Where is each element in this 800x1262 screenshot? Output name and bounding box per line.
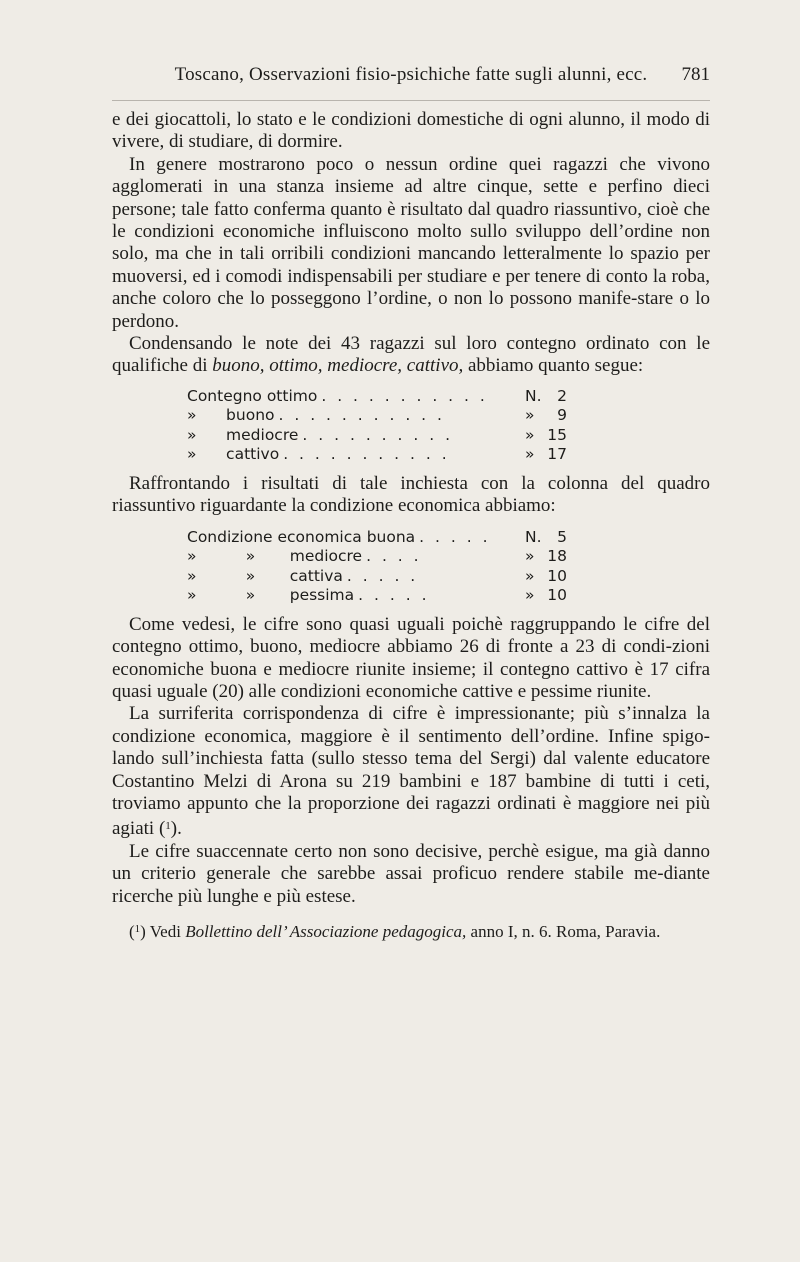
paragraph-3-qualifiers: buono, ottimo, mediocre, cattivo,	[212, 355, 464, 377]
row-value: 18	[547, 547, 567, 566]
row-mark: »	[525, 406, 535, 425]
contegno-table	[112, 387, 567, 465]
row-value: 9	[557, 406, 567, 425]
leader-dots: . . . . .	[346, 566, 419, 585]
running-header	[112, 64, 710, 90]
footnote: ($^1$) Vedi Bollettino dell’ Associazione pedagogica, anno I, n. 6. Roma, Paravia.	[129, 921, 661, 941]
row-label: Condizione economica buona	[187, 527, 416, 546]
row-mark: »	[525, 547, 535, 566]
footnote-prefix: Vedi	[149, 921, 186, 941]
paragraph-4: Raffrontando i risultati di tale inchiesta con la colonna del quadro riassuntivo riguardante la condizione economica abbiamo:	[112, 472, 710, 517]
row-value: 5	[557, 527, 567, 546]
leader-dots: . . . . .	[358, 586, 430, 605]
body-text	[112, 109, 710, 943]
leader-dots: . . . . . . . . . .	[302, 425, 454, 444]
table-row	[187, 445, 567, 465]
row-label: » buono	[187, 406, 275, 425]
table-row	[187, 426, 567, 446]
row-value: 10	[547, 566, 567, 585]
row-label: » mediocre	[187, 425, 299, 444]
footnote-suffix: anno I, n. 6. Roma, Paravia.	[466, 921, 661, 941]
row-value: 17	[547, 445, 567, 464]
leader-dots: . . . . . . . . . . .	[278, 406, 445, 425]
paragraph-7: Le cifre suaccennate certo non sono decisive, perchè esigue, ma già danno un criterio generale che sarebbe assai proficuo rendere stabile me-diante ricerche più lunghe e più estese.	[112, 840, 710, 907]
row-mark: N.	[525, 386, 542, 405]
row-mark: »	[525, 566, 535, 585]
leader-dots: . . . . . . . . . . .	[283, 445, 450, 464]
table-row	[187, 547, 567, 567]
paragraph-2: In genere mostrarono poco o nessun ordine quei ragazzi che vivono agglomerati in una stanza insieme ad altre cinque, sette e perfino dieci persone; tale fatto conferma quanto è risultato dal quadro riassuntivo, cioè che le condizioni economiche influiscono molto sullo sviluppo dell’ordine non solo, ma che in tali orribili condizioni mancando letteralmente lo spazio per muoversi, ed i comodi indispensabili per studiare e per tenere di conto la roba, anche coloro che lo posseggono l’ordine, o non lo possono manife-stare o lo perdono.	[112, 153, 710, 332]
paragraph-3-text-end: abbiamo quanto segue:	[463, 355, 644, 377]
table-row	[187, 406, 567, 426]
row-label: Contegno ottimo	[187, 386, 318, 405]
row-value: 10	[547, 586, 567, 605]
row-label: » » cattiva	[187, 566, 343, 585]
row-mark: »	[525, 445, 535, 464]
page-number: 781	[681, 64, 710, 85]
paragraph-3	[112, 333, 710, 378]
row-label: » cattivo	[187, 445, 280, 464]
row-value: 15	[547, 425, 567, 444]
table-row	[187, 387, 567, 407]
running-title: Toscano, Osservazioni fisio-psichiche fatte sugli alunni, ecc.	[174, 64, 648, 85]
condizione-table	[112, 528, 567, 606]
footnote-journal-title: Bollettino dell’ Associazione pedagogica,	[185, 921, 467, 941]
footnote-reference: 1	[165, 820, 171, 833]
row-mark: »	[525, 425, 535, 444]
footnote-marker: 1	[134, 922, 141, 935]
paragraph-6	[112, 703, 710, 840]
row-value: 2	[557, 386, 567, 405]
leader-dots: . . . . .	[419, 527, 491, 546]
row-mark: N.	[525, 527, 542, 546]
table-row	[187, 586, 567, 606]
paragraph-1: e dei giocattoli, lo stato e le condizioni domestiche di ogni alunno, il modo di vivere, di studiare, di dormire.	[112, 109, 710, 153]
row-label: » » pessima	[187, 586, 355, 605]
header-rule	[112, 100, 710, 101]
leader-dots: . . . . . . . . . . .	[321, 386, 488, 405]
row-mark: »	[525, 586, 535, 605]
table-row	[187, 528, 567, 548]
paragraph-6-text-end: ).	[170, 818, 182, 840]
paragraph-5: Come vedesi, le cifre sono quasi uguali poichè raggruppando le cifre del contegno ottimo, buono, mediocre abbiamo 26 di fronte a 23 di condi-zioni economiche buona e mediocre riunite insieme; il contegno cattivo è 17 cifra quasi uguale (20) alle condizioni economiche cattive e pessime riunite.	[112, 613, 710, 702]
row-label: » » mediocre	[187, 547, 363, 566]
table-row	[187, 567, 567, 587]
leader-dots: . . . .	[366, 547, 422, 566]
paragraph-3-text-start: Condensando le note dei 43 ragazzi sul loro contegno ordinato con le qualifiche di	[112, 333, 710, 377]
paragraph-6-text: La surriferita corrispondenza di cifre è impressionante; più s’innalza la condizione economica, maggiore è il sentimento dell’ordine. Infine spigo-lando sull’inchiesta fatta (sullo stesso tema del Sergi) dal valente educatore Costantino Melzi di Arona su 219 bambini e 187 bambine di tutti i ceti, troviamo appunto che la proporzione dei ragazzi ordinati è maggiore nei più agiati (	[112, 703, 710, 840]
